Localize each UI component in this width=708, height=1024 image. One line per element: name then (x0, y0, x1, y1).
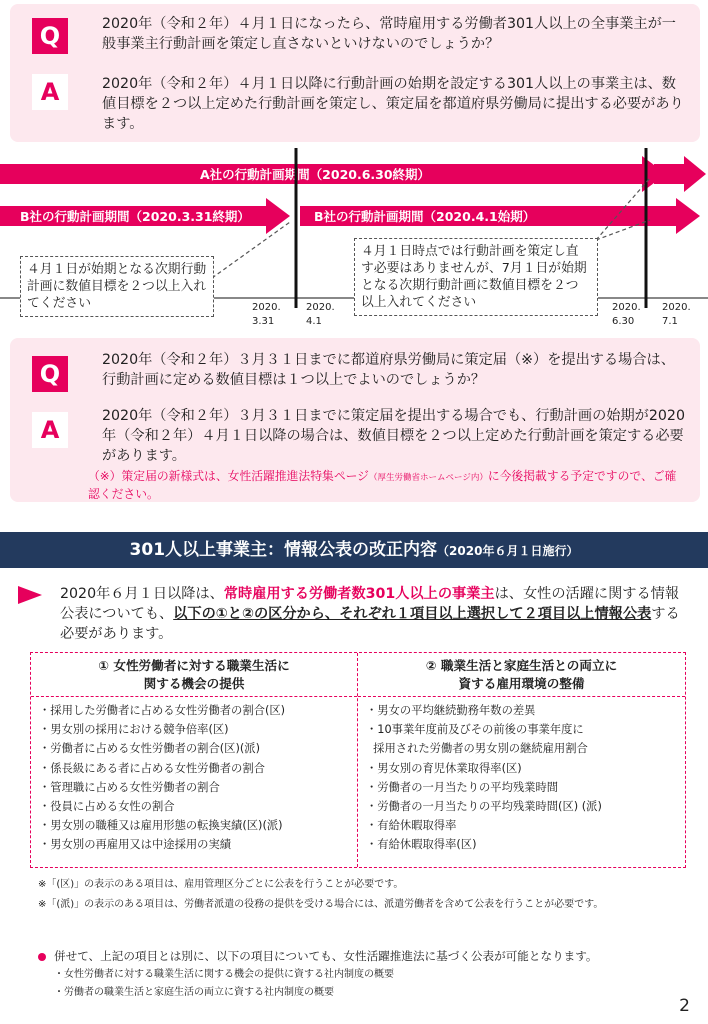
question-badge: Q (32, 356, 68, 392)
answer-text: 2020年（令和２年）３月３１日までに策定届を提出する場合でも、行動計画の始期が2020年（令和２年）４月１日以降の場合は、数値目標を２つ以上定めた行動計画を策定する必要があります。 (102, 408, 685, 464)
list-item: ・有給休暇取得率(区) (366, 838, 477, 852)
section-subtitle: （2020年６月１日施行） (437, 544, 579, 558)
disclosure-categories (30, 652, 686, 868)
arrow-a-label: A社の行動計画期間（2020.6.30終期） (200, 167, 431, 182)
date-year-1: 2020. (252, 302, 281, 313)
callout-right: ４月１日時点では行動計画を策定し直す必要はありませんが、7月１日が始期となる次期行動計画に数値目標を２つ以上入れてください (354, 238, 598, 316)
question-text: 2020年（令和２年）３月３１日までに都道府県労働局に策定届（※）を提出する場合は、行動計画に定める数値目標は１つ以上でよいのでしょうか？ (102, 352, 675, 388)
list-item: ・役員に占める女性の割合 (39, 800, 175, 814)
form-note-b: に今後掲載する予定ですので、ご確認ください。 (88, 469, 677, 501)
form-note (88, 468, 680, 502)
list-item: ・10事業年度前及びその前後の事業年度に (366, 723, 584, 737)
date-year-4: 2020. (662, 302, 691, 313)
category-left-heading (31, 653, 357, 697)
callout-left-pointer (212, 222, 290, 278)
intro-highlight-2: 以下の①と②の区分から、それぞれ１項目以上選択して２項目以上情報公表 (173, 606, 652, 622)
form-note-a: （※）策定届の新様式は、女性活躍推進法特集ページ (88, 469, 369, 483)
remark-ku: ※「(区)」の表示のある項目は、雇用管理区分ごとに公表を行うことが必要です。 (38, 879, 404, 890)
arrow-b1-label: B社の行動計画期間（2020.3.31終期） (20, 209, 250, 224)
section-title: 301人以上事業主：情報公表の改正内容 (129, 540, 438, 560)
triangle-bullet-icon (18, 586, 42, 604)
date-year-2: 2020. (306, 302, 335, 313)
category-left-list (39, 701, 353, 855)
date-md-1: 3.31 (252, 316, 275, 327)
date-md-3: 6.30 (612, 316, 635, 327)
intro-paragraph (60, 584, 690, 644)
list-item: ・有給休暇取得率 (366, 819, 457, 833)
answer-badge: A (32, 74, 68, 110)
question-text: 2020年（令和２年）４月１日になったら、常時雇用する労働者301人以上の全事業主が一般事業主行動計画を策定し直さないといけないのでしょうか？ (102, 16, 676, 52)
category-right-heading (358, 653, 685, 697)
answer-badge: A (32, 412, 68, 448)
category-right-heading-1: ② 職業生活と家庭生活との両立に (425, 658, 618, 673)
qa-box-1 (10, 4, 700, 142)
list-item: ・男女別の再雇用又は中途採用の実績 (39, 838, 232, 852)
remark-ha: ※「(派)」の表示のある項目は、労働者派遣の役務の提供を受ける場合には、派遣労働者を含めて公表を行うことが必要です。 (38, 899, 604, 910)
final-note: 併せて、上記の項目とは別に、以下の項目についても、女性活躍推進法に基づく公表が可能となります。 (54, 949, 598, 963)
page-number: 2 (679, 996, 690, 1016)
list-item: ・男女の平均継続勤務年数の差異 (366, 704, 536, 717)
date-year-3: 2020. (612, 302, 641, 313)
question-badge: Q (32, 18, 68, 54)
list-item: ・労働者に占める女性労働者の割合(区)(派) (39, 742, 260, 756)
date-md-2: 4.1 (306, 316, 322, 327)
list-item: ・係長級にある者に占める女性労働者の割合 (39, 761, 265, 775)
callout-left: ４月１日が始期となる次期行動計画に数値目標を２つ以上入れてください (20, 256, 214, 317)
intro-p3: する必要があります。 (60, 606, 680, 642)
arrow-next-plan (654, 156, 706, 192)
category-right-heading-2: 資する雇用環境の整備 (458, 676, 585, 691)
final-sub-2: ・労働者の職業生活と家庭生活の両立に資する社内制度の概要 (54, 987, 334, 998)
final-sub-1: ・女性労働者に対する職業生活に関する機会の提供に資する社内制度の概要 (54, 969, 394, 980)
form-note-small: （厚生労働省ホームページ内） (368, 473, 488, 483)
arrow-b2-label: B社の行動計画期間（2020.4.1始期） (314, 209, 536, 224)
intro-highlight-1: 常時雇用する労働者数301人以上の事業主 (223, 586, 495, 602)
category-right (358, 653, 685, 867)
dot-bullet-icon (38, 953, 46, 961)
intro-p2: は、女性の活躍に関する情報公表についても、 (60, 586, 680, 622)
list-item: 採用された労働者の男女別の継続雇用割合 (366, 742, 588, 756)
category-right-list (366, 701, 681, 855)
intro-p1: 2020年６月１日以降は、 (60, 586, 224, 602)
category-left-heading-2: 関する機会の提供 (143, 676, 245, 691)
list-item: ・管理職に占める女性労働者の割合 (39, 780, 220, 794)
list-item: ・男女別の育児休業取得率(区) (366, 761, 522, 775)
answer-text: 2020年（令和２年）４月１日以降に行動計画の始期を設定する301人以上の事業主は、数値目標を２つ以上定めた行動計画を策定し、策定届を都道府県労働局に提出する必要があります。 (102, 76, 684, 132)
list-item: ・男女別の採用における競争倍率(区) (39, 723, 229, 737)
category-left-heading-1: ① 女性労働者に対する職業生活に (98, 658, 290, 673)
qa-box-2 (10, 338, 700, 502)
list-item: ・労働者の一月当たりの平均残業時間 (366, 780, 559, 794)
list-item: ・採用した労働者に占める女性労働者の割合(区) (39, 704, 286, 717)
list-item: ・男女別の職種又は雇用形態の転換実績(区)(派) (39, 819, 283, 833)
category-left (31, 653, 358, 867)
list-item: ・労働者の一月当たりの平均残業時間(区) (派) (366, 800, 602, 814)
section-header (0, 532, 708, 568)
date-md-4: 7.1 (662, 316, 678, 327)
